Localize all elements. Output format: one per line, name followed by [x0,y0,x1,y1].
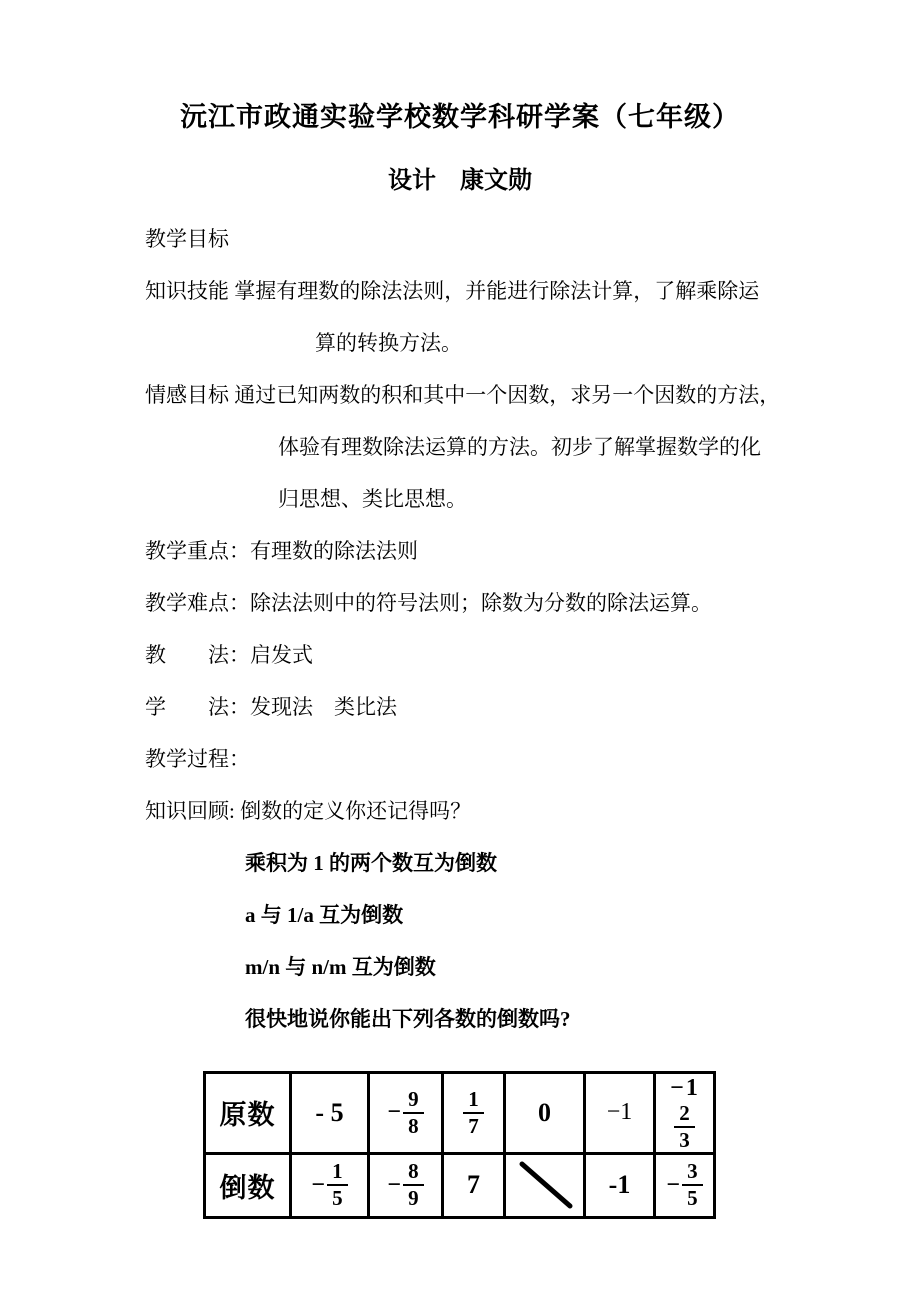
document-subtitle: 设计 康文勋 [388,168,532,194]
fraction: $\frac{1}{7}$ [463,1088,484,1138]
paragraph-line: 归思想、类比思想。 [278,487,467,511]
cell-reciprocal-3: 7 [443,1153,505,1217]
fraction: $\frac{2}{3}$ [674,1102,695,1152]
cell-original-2: − $\frac{9}{8}$ [369,1073,443,1154]
paragraph-line: 乘积为 1 的两个数互为倒数 [245,851,497,875]
paragraph-line: 教学难点：除法法则中的符号法则；除数为分数的除法运算。 [145,591,712,615]
paragraph-line: m/n 与 n/m 互为倒数 [245,955,436,979]
paragraph-line: 教学目标 [145,227,229,251]
fraction: $\frac{1}{5}$ [327,1160,348,1210]
fraction: $\frac{9}{8}$ [403,1088,424,1138]
cell-original-3 [443,1073,505,1154]
cell-original-1: - 5 [291,1073,369,1154]
cell-original-4: 0 [505,1073,585,1154]
paragraph-line: 情感目标 通过已知两数的积和其中一个因数，求另一个因数的方法， [145,383,781,407]
fraction: $\frac{8}{9}$ [403,1160,424,1210]
cell-original-6: −1 $\frac{2}{3}$ [655,1073,715,1154]
cell-reciprocal-1: − $\frac{1}{5}$ [291,1153,369,1217]
fraction: $\frac{3}{5}$ [682,1160,703,1210]
paragraph-line: 教学过程： [145,747,250,771]
cell-reciprocal-2: − $\frac{8}{9}$ [369,1153,443,1217]
paragraph-line: 教 法：启发式 [145,643,313,667]
cell-reciprocal-5: -1 [585,1153,655,1217]
table-row-reciprocal [205,1153,715,1217]
no-reciprocal-slash-icon [514,1160,576,1210]
paragraph-line: 知识回顾: 倒数的定义你还记得吗？ [145,799,472,823]
reciprocal-table [203,1071,716,1219]
document-body [145,213,825,1219]
document-title: 沅江市政通实验学校数学科研学案（七年级） [180,102,740,132]
paragraph-line: a 与 1/a 互为倒数 [245,903,404,927]
row-label-original: 原数 [205,1073,291,1154]
cell-reciprocal-4 [505,1153,585,1217]
paragraph-line: 教学重点：有理数的除法法则 [145,539,418,563]
cell-original-5: −1 [585,1073,655,1154]
paragraph-line: 学 法：发现法 类比法 [145,695,397,719]
cell-reciprocal-6: − $\frac{3}{5}$ [655,1153,715,1217]
table-row-original [205,1073,715,1154]
paragraph-line: 知识技能 掌握有理数的除法法则，并能进行除法计算，了解乘除运 [145,279,760,303]
paragraph-line: 很快地说你能出下列各数的倒数吗? [245,1007,571,1031]
paragraph-line: 算的转换方法。 [315,331,462,355]
row-label-reciprocal: 倒数 [205,1153,291,1217]
paragraph-line: 体验有理数除法运算的方法。初步了解掌握数学的化 [278,435,761,459]
